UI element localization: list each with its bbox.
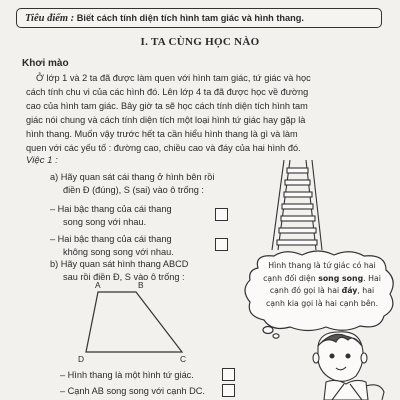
point-label-a: A: [95, 280, 101, 290]
intro-line: quen với các yếu tố : đường cao, chiều cao và đáy của hai hình đó.: [26, 143, 301, 153]
bubble-line: cạnh đó gọi là hai đáy, hai: [269, 286, 375, 295]
part-a-prompt-line: a) Hãy quan sát cái thang ở hình bên rồi: [50, 172, 215, 182]
bubble-keyword-parallel: song song: [318, 273, 364, 283]
intro-line: cách tính chu vi của các hình đó. Lên lớp 4 ta đã được học về đường: [26, 87, 309, 97]
answer-box-b1[interactable]: [222, 368, 235, 381]
task-label: Việc 1 :: [26, 155, 58, 166]
part-b-item-1: – Hình thang là một hình tứ giác.: [60, 370, 194, 380]
intro-line: giác nói chung và cách tính diện tích một loại hình tứ giác hay gặp là: [26, 115, 306, 125]
answer-box-a1[interactable]: [215, 208, 228, 221]
part-b-prompt-line: sau rồi điền Đ, S vào ô trống :: [63, 272, 185, 282]
bubble-text: [252, 260, 392, 310]
part-a-item-1-line: – Hai bậc thang của cái thang: [50, 204, 172, 214]
part-b-item-2: – Cạnh AB song song với cạnh DC.: [60, 386, 205, 396]
intro-line: cao của hình tam giác. Bây giờ ta sẽ học cách tính diện tích hình tam: [26, 101, 308, 111]
point-label-b: B: [138, 280, 144, 290]
boy-cartoon-illustration: [296, 330, 396, 400]
point-label-c: C: [180, 354, 187, 364]
point-label-d: D: [78, 354, 85, 364]
part-a-item-1-line: song song với nhau.: [63, 217, 147, 227]
intro-paragraph: [26, 71, 390, 155]
focus-box: [16, 8, 382, 28]
bubble-keyword-base: đáy: [341, 286, 358, 295]
answer-box-b2[interactable]: [222, 384, 235, 397]
focus-label: Tiêu điểm :: [25, 13, 75, 24]
trapezoid-figure: [60, 280, 190, 360]
part-a-item-2-line: không song song với nhau.: [63, 247, 174, 257]
bubble-line: Hình thang là tứ giác có hai: [268, 261, 376, 270]
intro-line: hình thang. Muốn vậy trước hết ta cần hiểu hình thang là gì và làm: [26, 129, 298, 139]
section-heading: I. TA CÙNG HỌC NÀO: [140, 36, 260, 48]
bubble-line: cạnh đối diện song song. Hai: [263, 273, 381, 283]
intro-line: Ở lớp 1 và 2 ta đã được làm quen với hình tam giác, tứ giác và học: [36, 73, 311, 83]
answer-box-a2[interactable]: [215, 238, 228, 251]
ladder-illustration: [262, 160, 322, 250]
part-a-prompt-line: điền Đ (đúng), S (sai) vào ô trống :: [63, 185, 204, 195]
part-b-prompt-line: b) Hãy quan sát hình thang ABCD: [50, 259, 189, 269]
section-title: Khơi mào: [22, 58, 69, 69]
focus-text: Biết cách tính diện tích hình tam giác và hình thang.: [76, 13, 304, 23]
bubble-line: cạnh kia gọi là hai cạnh bên.: [265, 298, 379, 308]
part-a-item-2-line: – Hai bậc thang của cái thang: [50, 234, 172, 244]
